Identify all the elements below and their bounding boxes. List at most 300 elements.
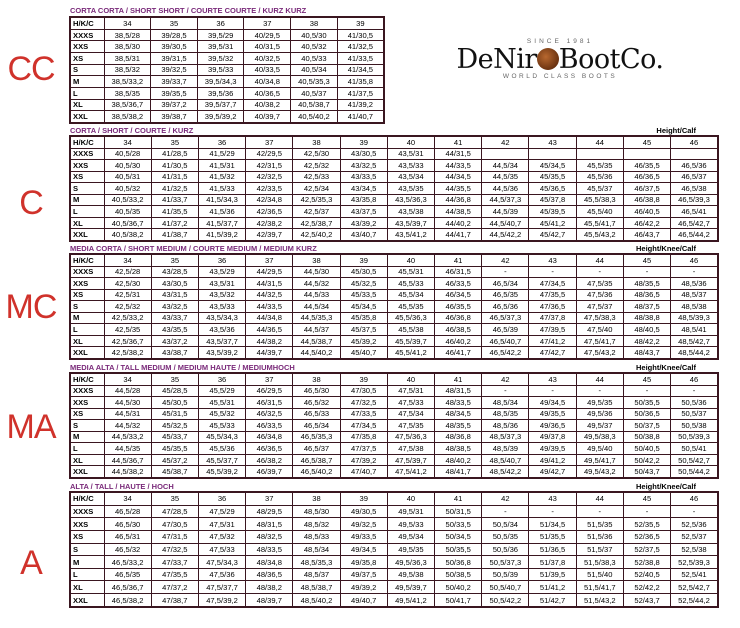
shoe-size-header-cell: 45 <box>623 373 670 385</box>
measurement-cell: 46,5/36 <box>671 160 718 172</box>
section-code-cc: CC <box>7 50 55 88</box>
measurement-cell: 46/31,5 <box>246 397 293 409</box>
measurement-cell: 38,5/31 <box>104 53 151 65</box>
measurement-cell: 48/33,5 <box>246 543 293 556</box>
table-row <box>70 431 718 443</box>
measurement-cell: 49,5/35 <box>576 397 623 409</box>
measurement-cell: - <box>482 385 529 397</box>
section-title-cc: CORTA CORTA / SHORT SHORT / COURTE COURTE / KURZ KURZ <box>70 6 307 15</box>
measurement-cell: 46/34,8 <box>246 431 293 443</box>
size-label-cell: XXXS <box>70 148 104 160</box>
shoe-size-header-cell: 35 <box>151 17 198 29</box>
measurement-cell: 42,5/33,2 <box>104 312 151 324</box>
table-row <box>70 466 718 478</box>
section-code-ma: MA <box>6 408 56 446</box>
measurement-cell: 44/38,5 <box>435 206 482 218</box>
measurement-cell: 47/33,5 <box>340 408 387 420</box>
measurement-cell: 40,5/36,7 <box>104 217 151 229</box>
table-row <box>70 29 384 41</box>
measurement-cell: 41/32,5 <box>337 41 384 53</box>
measurement-cell: 41/30,5 <box>151 160 198 172</box>
measurement-cell: 44,5/38,2 <box>104 466 151 478</box>
measurement-cell: 40,5/30 <box>291 29 338 41</box>
measurement-cell: 45,5/32 <box>198 408 245 420</box>
shoe-size-header-cell: 39 <box>340 254 387 266</box>
table-row <box>70 289 718 301</box>
measurement-cell: 46,5/34 <box>482 278 529 290</box>
measurement-cell: 41,5/33 <box>198 183 245 195</box>
corner-header-cell: H/K/C <box>70 492 104 505</box>
measurement-cell: 43,5/34 <box>387 171 434 183</box>
measurement-cell: 48/31,5 <box>435 385 482 397</box>
measurement-cell: 44/34,5 <box>435 171 482 183</box>
size-table-c <box>69 135 719 242</box>
measurement-cell: 50/37,5 <box>623 420 670 432</box>
table-row <box>70 385 718 397</box>
measurement-cell: 41/37,2 <box>151 217 198 229</box>
measurement-cell: 46/33,5 <box>435 278 482 290</box>
measurement-cell: 49/41,2 <box>529 454 576 466</box>
logo-wordmark <box>440 45 680 75</box>
measurement-cell: 44/38,2 <box>246 335 293 347</box>
measurement-cell: 43/33,5 <box>340 171 387 183</box>
measurement-cell: 39,5/32 <box>197 53 244 65</box>
measurement-cell: 43/32,5 <box>340 160 387 172</box>
measurement-cell: 43/39,2 <box>340 217 387 229</box>
measurement-cell: 38,5/32 <box>104 64 151 76</box>
size-label-cell: S <box>70 301 104 313</box>
measurement-cell: 46,5/42,7 <box>671 217 718 229</box>
measurement-cell: 40,5/32 <box>104 183 151 195</box>
measurement-cell: 44/36,8 <box>435 194 482 206</box>
measurement-cell: 45,5/31 <box>387 266 434 278</box>
measurement-cell: - <box>529 505 576 518</box>
measurement-cell: 45,5/39,7 <box>387 335 434 347</box>
measurement-cell: 46,5/33,2 <box>104 556 151 569</box>
measurement-cell: 44/31,5 <box>246 278 293 290</box>
section-note-ma: Height/Knee/Calf <box>635 363 696 372</box>
measurement-cell: 44/34,8 <box>246 312 293 324</box>
measurement-cell: 45,5/41,2 <box>387 347 434 359</box>
measurement-cell: 47,5/41,2 <box>387 466 434 478</box>
measurement-cell: 41/35,5 <box>151 206 198 218</box>
measurement-cell: 51/34,5 <box>529 518 576 531</box>
measurement-cell: 45,5/34,3 <box>198 431 245 443</box>
measurement-cell <box>529 148 576 160</box>
measurement-cell: 47/35,5 <box>151 568 198 581</box>
shoe-size-header-cell: 45 <box>623 136 670 148</box>
measurement-cell: - <box>671 505 718 518</box>
measurement-cell: 39/30,5 <box>151 41 198 53</box>
measurement-cell: 51,5/43,2 <box>576 594 623 607</box>
measurement-cell: 47/33,7 <box>151 556 198 569</box>
measurement-cell: 42,5/32 <box>104 301 151 313</box>
measurement-cell: 40/31,5 <box>244 41 291 53</box>
measurement-cell: 48/42,2 <box>623 335 670 347</box>
measurement-cell: 49,5/41,2 <box>387 594 434 607</box>
measurement-cell: 44,5/38,7 <box>293 335 340 347</box>
shoe-size-header-cell: 39 <box>337 17 384 29</box>
shoe-size-header-cell: 34 <box>104 136 151 148</box>
measurement-cell: 52/37,5 <box>623 543 670 556</box>
section-code-mc: MC <box>5 288 57 326</box>
shoe-size-header-cell: 45 <box>623 254 670 266</box>
measurement-cell: 45,5/38 <box>387 324 434 336</box>
measurement-cell: 50/31,5 <box>435 505 482 518</box>
measurement-cell: 48/32,5 <box>246 531 293 544</box>
measurement-cell: 46/40,2 <box>435 335 482 347</box>
measurement-cell: 48,5/35,3 <box>293 556 340 569</box>
size-label-cell: S <box>70 420 104 432</box>
measurement-cell: 49/34,5 <box>340 543 387 556</box>
measurement-cell: 42,5/34 <box>293 183 340 195</box>
measurement-cell: 48,5/33 <box>293 531 340 544</box>
measurement-cell: 52,5/39,3 <box>671 556 718 569</box>
measurement-cell: 44,5/34 <box>293 301 340 313</box>
measurement-cell: 51/39,5 <box>529 568 576 581</box>
table-row <box>70 324 718 336</box>
measurement-cell: 47,5/35 <box>387 420 434 432</box>
size-label-cell: L <box>70 443 104 455</box>
measurement-cell: 45/37,5 <box>340 324 387 336</box>
measurement-cell: 44,5/31 <box>104 408 151 420</box>
measurement-cell: 47/39,2 <box>340 454 387 466</box>
measurement-cell: 47/34,5 <box>529 278 576 290</box>
measurement-cell: 50,5/39 <box>482 568 529 581</box>
measurement-cell: 46,5/33 <box>293 408 340 420</box>
measurement-cell: 43/31,5 <box>151 289 198 301</box>
measurement-cell: 43,5/39,7 <box>387 217 434 229</box>
measurement-cell: 48,5/36 <box>671 278 718 290</box>
measurement-cell: 46,5/44,2 <box>671 229 718 241</box>
logo-since: SINCE 1981 <box>526 38 594 45</box>
measurement-cell: 40,5/40,2 <box>291 111 338 123</box>
table-row <box>70 454 718 466</box>
measurement-cell: 44,5/34 <box>482 160 529 172</box>
shoe-size-header-cell: 37 <box>246 492 293 505</box>
measurement-cell: 48,5/40,7 <box>482 454 529 466</box>
measurement-cell: 39,5/33 <box>197 64 244 76</box>
shoe-size-header-cell: 34 <box>104 254 151 266</box>
measurement-cell: 49/40,7 <box>340 594 387 607</box>
measurement-cell: 46/29,5 <box>246 385 293 397</box>
measurement-cell: 45/38,7 <box>151 466 198 478</box>
measurement-cell: 45/39,2 <box>340 335 387 347</box>
measurement-cell: 43,5/36,3 <box>387 194 434 206</box>
measurement-cell: 49/30,5 <box>340 505 387 518</box>
measurement-cell: - <box>623 505 670 518</box>
measurement-cell: 52,5/37 <box>671 531 718 544</box>
measurement-cell: 47,5/39,7 <box>387 454 434 466</box>
measurement-cell: 50/40,5 <box>623 443 670 455</box>
measurement-cell: 45/39,5 <box>529 206 576 218</box>
measurement-cell: 49/39,2 <box>340 581 387 594</box>
measurement-cell: 46/40,5 <box>623 206 670 218</box>
measurement-cell: 48/38,5 <box>435 443 482 455</box>
measurement-cell: 47/40,7 <box>340 466 387 478</box>
measurement-cell: 47,5/38,3 <box>576 312 623 324</box>
table-row <box>70 41 384 53</box>
measurement-cell: 48,5/44,2 <box>671 347 718 359</box>
measurement-cell: 40,5/31 <box>104 171 151 183</box>
measurement-cell: 38,5/33,2 <box>104 76 151 88</box>
measurement-cell: 43,5/34,3 <box>198 312 245 324</box>
measurement-cell: 50,5/42,7 <box>671 454 718 466</box>
measurement-cell: 38,5/36,7 <box>104 99 151 111</box>
measurement-cell: 50,5/42,2 <box>482 594 529 607</box>
measurement-cell: 46/35,5 <box>623 160 670 172</box>
measurement-cell: 44,5/35 <box>104 443 151 455</box>
size-table-mc <box>69 253 719 360</box>
shoe-size-header-cell: 43 <box>529 492 576 505</box>
measurement-cell: 50/42,2 <box>623 454 670 466</box>
shoe-size-header-cell: 38 <box>291 17 338 29</box>
measurement-cell: 46,5/38 <box>671 183 718 195</box>
measurement-cell: 48/33,5 <box>435 397 482 409</box>
measurement-cell: 45/37,8 <box>529 194 576 206</box>
table-row <box>70 543 718 556</box>
measurement-cell: 51/42,7 <box>529 594 576 607</box>
measurement-cell: 42/32,5 <box>246 171 293 183</box>
measurement-cell: 41,5/39,2 <box>198 229 245 241</box>
shoe-size-header-cell: 34 <box>104 17 151 29</box>
measurement-cell: 42,5/38,7 <box>293 217 340 229</box>
size-table-ma <box>69 372 719 479</box>
measurement-cell: 50,5/34 <box>482 518 529 531</box>
table-row <box>70 347 718 359</box>
measurement-cell: 47,5/37,7 <box>198 581 245 594</box>
shoe-size-header-cell: 40 <box>387 492 434 505</box>
shoe-size-header-cell: 36 <box>198 254 245 266</box>
size-label-cell: XXS <box>70 160 104 172</box>
measurement-cell: 43/35,8 <box>340 194 387 206</box>
measurement-cell: 46/38,8 <box>623 194 670 206</box>
shoe-size-header-cell: 37 <box>246 373 293 385</box>
measurement-cell: 46,5/34 <box>293 420 340 432</box>
shoe-size-header-cell: 43 <box>529 136 576 148</box>
measurement-cell: 47/32,5 <box>340 397 387 409</box>
measurement-cell: 43,5/32 <box>198 289 245 301</box>
shoe-size-header-cell: 46 <box>671 136 718 148</box>
measurement-cell: 40,5/37 <box>291 87 338 99</box>
shoe-size-header-cell: 38 <box>293 136 340 148</box>
measurement-cell: 50/38,5 <box>435 568 482 581</box>
measurement-cell: 44/41,7 <box>435 229 482 241</box>
logo-wordmark-a: DeNir <box>456 44 537 75</box>
measurement-cell: 52/38,8 <box>623 556 670 569</box>
measurement-cell: 41/38,7 <box>151 229 198 241</box>
table-row <box>70 183 718 195</box>
measurement-cell: 43/37,2 <box>151 335 198 347</box>
measurement-cell: 45,5/36 <box>198 443 245 455</box>
measurement-cell: 49/39,5 <box>529 443 576 455</box>
measurement-cell: 40/39,7 <box>244 111 291 123</box>
table-row <box>70 581 718 594</box>
measurement-cell: 45,5/37 <box>576 183 623 195</box>
section-code-a: A <box>20 544 42 582</box>
size-label-cell: XS <box>70 408 104 420</box>
measurement-cell: 45,5/35 <box>576 160 623 172</box>
measurement-cell: 40/29,5 <box>244 29 291 41</box>
measurement-cell: 47,5/33 <box>387 397 434 409</box>
shoe-size-header-cell: 39 <box>340 492 387 505</box>
shoe-size-header-cell: 35 <box>151 492 198 505</box>
measurement-cell: 50/35,5 <box>435 543 482 556</box>
measurement-cell: 41/28,5 <box>151 148 198 160</box>
measurement-cell: 44,5/39 <box>482 206 529 218</box>
measurement-cell: 46,5/40,7 <box>482 335 529 347</box>
measurement-cell: 49,5/36 <box>576 408 623 420</box>
measurement-cell: 51,5/41,7 <box>576 581 623 594</box>
measurement-cell: 46,5/35 <box>104 568 151 581</box>
measurement-cell: 46,5/35 <box>482 289 529 301</box>
measurement-cell: 43/30,5 <box>151 278 198 290</box>
measurement-cell: 43/32,5 <box>151 301 198 313</box>
measurement-cell: 48/36,8 <box>435 431 482 443</box>
measurement-cell: 48/43,7 <box>623 347 670 359</box>
measurement-cell: 48,5/41 <box>671 324 718 336</box>
measurement-cell: 42,5/35 <box>104 324 151 336</box>
size-label-cell: XL <box>70 217 104 229</box>
size-label-cell: XXXS <box>70 29 104 41</box>
shoe-size-header-cell: 38 <box>293 254 340 266</box>
measurement-cell: 52/35,5 <box>623 518 670 531</box>
measurement-cell: 47/31,5 <box>151 531 198 544</box>
measurement-cell: 46,5/39 <box>482 324 529 336</box>
measurement-cell: 41,5/31 <box>198 160 245 172</box>
measurement-cell: 47/37,2 <box>151 581 198 594</box>
table-header-row <box>70 373 718 385</box>
section-title-mc: MEDIA CORTA / SHORT MEDIUM / COURTE MEDIUM / MEDIUM KURZ <box>70 244 317 253</box>
measurement-cell: 45,5/43,2 <box>576 229 623 241</box>
measurement-cell: 43/37,5 <box>340 206 387 218</box>
measurement-cell: 47,5/29 <box>198 505 245 518</box>
measurement-cell: 51/36,5 <box>529 543 576 556</box>
table-row <box>70 420 718 432</box>
logo-tagline: WORLD CLASS BOOTS <box>502 73 618 80</box>
measurement-cell: 50,5/37 <box>671 408 718 420</box>
measurement-cell: 51,5/38,3 <box>576 556 623 569</box>
measurement-cell: 44/40,2 <box>435 217 482 229</box>
shoe-size-header-cell: 39 <box>340 373 387 385</box>
table-row <box>70 160 718 172</box>
measurement-cell: 49,5/36,3 <box>387 556 434 569</box>
measurement-cell: 44,5/35,3 <box>293 312 340 324</box>
measurement-cell: 41,5/29 <box>198 148 245 160</box>
measurement-cell: 45,5/36 <box>576 171 623 183</box>
shoe-size-header-cell: 42 <box>482 373 529 385</box>
measurement-cell: 48,5/38,7 <box>293 581 340 594</box>
table-row <box>70 518 718 531</box>
measurement-cell: 39,5/36 <box>197 87 244 99</box>
size-label-cell: L <box>70 568 104 581</box>
size-label-cell: L <box>70 87 104 99</box>
measurement-cell: 45/31,5 <box>151 408 198 420</box>
measurement-cell: 46/36,5 <box>246 443 293 455</box>
measurement-cell: 39,5/39,2 <box>197 111 244 123</box>
measurement-cell: 42,5/31 <box>104 289 151 301</box>
measurement-cell: 51/41,2 <box>529 581 576 594</box>
measurement-cell: 45/41,2 <box>529 217 576 229</box>
measurement-cell: 43/35,5 <box>151 324 198 336</box>
measurement-cell: 45/36,5 <box>529 183 576 195</box>
measurement-cell: 52/36,5 <box>623 531 670 544</box>
size-label-cell: XXL <box>70 229 104 241</box>
size-label-cell: S <box>70 64 104 76</box>
measurement-cell: 46,5/36,7 <box>104 581 151 594</box>
measurement-cell: 46/37,5 <box>623 183 670 195</box>
measurement-cell: 47/42,7 <box>529 347 576 359</box>
measurement-cell: 43,5/31 <box>198 278 245 290</box>
measurement-cell: 47,5/40 <box>576 324 623 336</box>
measurement-cell: 52,5/41 <box>671 568 718 581</box>
table-header-row <box>70 136 718 148</box>
measurement-cell: 45/35,5 <box>529 171 576 183</box>
measurement-cell: 48,5/37 <box>671 289 718 301</box>
measurement-cell: 46,5/39,3 <box>671 194 718 206</box>
size-label-cell: XL <box>70 581 104 594</box>
size-label-cell: XXXS <box>70 505 104 518</box>
measurement-cell: 52/42,2 <box>623 581 670 594</box>
measurement-cell: 45,5/35 <box>387 301 434 313</box>
measurement-cell: 48,5/40,2 <box>293 594 340 607</box>
corner-header-cell: H/K/C <box>70 254 104 266</box>
measurement-cell: 43/34,5 <box>340 183 387 195</box>
size-label-cell: XL <box>70 454 104 466</box>
measurement-cell: 44,5/42,2 <box>482 229 529 241</box>
measurement-cell: 40,5/32 <box>291 41 338 53</box>
size-label-cell: XXS <box>70 278 104 290</box>
measurement-cell: 44,5/30 <box>104 397 151 409</box>
measurement-cell: 50/33,5 <box>435 518 482 531</box>
measurement-cell: 46/36,5 <box>623 171 670 183</box>
table-row <box>70 266 718 278</box>
shoe-size-header-cell: 34 <box>104 492 151 505</box>
measurement-cell: 47,5/43,2 <box>576 347 623 359</box>
size-label-cell: XXXS <box>70 266 104 278</box>
measurement-cell: 45,5/41,7 <box>576 217 623 229</box>
shoe-size-header-cell: 46 <box>671 492 718 505</box>
measurement-cell <box>576 148 623 160</box>
measurement-cell: 42,5/30 <box>104 278 151 290</box>
size-label-cell: XXS <box>70 41 104 53</box>
table-row <box>70 397 718 409</box>
measurement-cell: 41,5/37,7 <box>198 217 245 229</box>
size-label-cell: XS <box>70 171 104 183</box>
measurement-cell: 48,5/42,7 <box>671 335 718 347</box>
measurement-cell: 50,5/36 <box>482 543 529 556</box>
measurement-cell: 48,5/36 <box>482 420 529 432</box>
measurement-cell: 47/35,8 <box>340 431 387 443</box>
measurement-cell: 43,5/29 <box>198 266 245 278</box>
size-label-cell: M <box>70 312 104 324</box>
measurement-cell: 42/33,5 <box>246 183 293 195</box>
measurement-cell: - <box>576 266 623 278</box>
measurement-cell: 45/33,7 <box>151 431 198 443</box>
measurement-cell: 41/30,5 <box>337 29 384 41</box>
measurement-cell: 51,5/40 <box>576 568 623 581</box>
measurement-cell: 49,5/41,7 <box>576 454 623 466</box>
shoe-size-header-cell: 44 <box>576 254 623 266</box>
measurement-cell: 51,5/37 <box>576 543 623 556</box>
measurement-cell: 43,5/33 <box>387 160 434 172</box>
measurement-cell: 47,5/36,3 <box>387 431 434 443</box>
size-table-a <box>69 491 719 608</box>
measurement-cell: 50/34,5 <box>435 531 482 544</box>
measurement-cell: 43,5/39,2 <box>198 347 245 359</box>
measurement-cell: 42/39,7 <box>246 229 293 241</box>
measurement-cell: 48/34,5 <box>435 408 482 420</box>
